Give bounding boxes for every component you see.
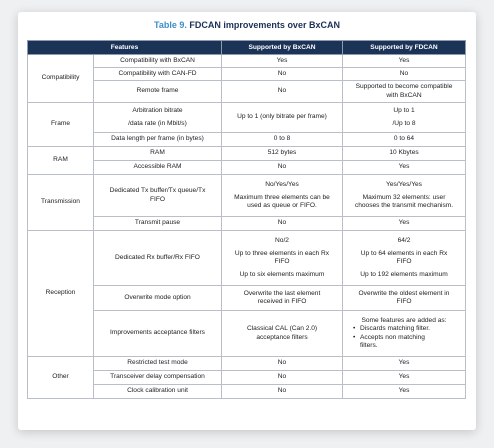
bullet-item: • Discards matching filter.	[354, 325, 462, 333]
bxcan-line: Maximum three elements can be	[234, 193, 330, 201]
bullet-item	[354, 334, 462, 350]
feature-cell: Clock calibration unit	[94, 385, 222, 399]
bxcan-cell: No	[222, 385, 343, 399]
fdcan-line: Up to 64 elements in each Rx	[360, 249, 448, 257]
feature-cell: Transmit pause	[94, 217, 222, 231]
fdcan-cell: Yes	[343, 385, 466, 399]
fdcan-line: Yes/Yes/Yes	[386, 180, 422, 188]
header-features: Features	[28, 41, 222, 55]
bxcan-line: Classical CAL (Can 2.0)	[246, 325, 318, 333]
bxcan-cell	[222, 231, 343, 286]
table-row	[28, 81, 466, 103]
fdcan-cell: 10 Kbytes	[343, 147, 466, 161]
bxcan-cell: No	[222, 357, 343, 371]
table-row	[28, 68, 466, 81]
table-row	[28, 103, 466, 133]
group-compatibility: Compatibility	[28, 55, 94, 103]
fdcan-cell	[343, 175, 466, 217]
bullet-line: filters.	[360, 341, 378, 349]
fdcan-cell: No	[343, 68, 466, 81]
fdcan-cell: Yes	[343, 371, 466, 385]
bxcan-cell: No	[222, 81, 343, 103]
table-row	[28, 311, 466, 357]
fdcan-intro: Some features are added as:	[361, 317, 447, 325]
bxcan-line: FIFO	[274, 258, 290, 265]
header-row	[28, 41, 466, 55]
feature-cell: Overwrite mode option	[94, 286, 222, 311]
bxcan-cell	[222, 286, 343, 311]
header-bxcan: Supported by BxCAN	[222, 41, 343, 55]
table-row	[28, 371, 466, 385]
header-fdcan: Supported by FDCAN	[343, 41, 466, 55]
table-number: Table 9.	[154, 20, 187, 30]
table-card	[18, 12, 476, 430]
group-reception: Reception	[28, 231, 94, 357]
fdcan-line: 64/2	[397, 236, 411, 244]
feature-cell: RAM	[94, 147, 222, 161]
bxcan-cell: No	[222, 68, 343, 81]
table-caption	[18, 20, 476, 30]
table-row	[28, 286, 466, 311]
bxcan-cell: No	[222, 217, 343, 231]
bullet-line: Accepts non matching	[360, 333, 425, 341]
fdcan-line: /Up to 8	[392, 120, 416, 127]
bxcan-cell: Up to 1 (only bitrate per frame)	[222, 103, 343, 133]
feature-cell: Compatibility with BxCAN	[94, 55, 222, 68]
bxcan-cell: Yes	[222, 55, 343, 68]
table-row	[28, 55, 466, 68]
feature-cell: Data length per frame (in bytes)	[94, 133, 222, 147]
table-row	[28, 357, 466, 371]
table-row	[28, 385, 466, 399]
bxcan-line: Up to six elements maximum	[239, 271, 325, 279]
fdcan-line: Up to 192 elements maximum	[360, 271, 448, 279]
group-transmission: Transmission	[28, 175, 94, 231]
feature-line: FIFO	[149, 195, 166, 203]
table-row	[28, 147, 466, 161]
feature-line: Arbitration bitrate	[132, 106, 183, 114]
table-row	[28, 133, 466, 147]
comparison-table	[27, 40, 466, 399]
table-title: FDCAN improvements over BxCAN	[189, 20, 340, 30]
feature-cell: Compatibility with CAN-FD	[94, 68, 222, 81]
bxcan-line: No/Yes/Yes	[265, 180, 299, 188]
fdcan-cell	[343, 231, 466, 286]
feature-cell	[94, 103, 222, 133]
fdcan-line: FIFO	[396, 298, 412, 305]
feature-cell: Dedicated Rx buffer/Rx FIFO	[94, 231, 222, 286]
fdcan-cell: Yes	[343, 357, 466, 371]
bxcan-cell: No	[222, 161, 343, 175]
fdcan-cell	[343, 81, 466, 103]
fdcan-line: Supported to become compatible	[355, 83, 453, 91]
feature-cell: Improvements acceptance filters	[94, 311, 222, 357]
bxcan-cell	[222, 311, 343, 357]
fdcan-cell	[343, 103, 466, 133]
bxcan-line: used as queue or FIFO.	[247, 202, 317, 210]
fdcan-cell	[343, 311, 466, 357]
group-ram: RAM	[28, 147, 94, 175]
fdcan-line: Up to 1	[393, 106, 415, 114]
fdcan-cell: Yes	[343, 217, 466, 231]
table-row	[28, 175, 466, 217]
fdcan-cell: 0 to 64	[343, 133, 466, 147]
feature-cell: Restricted test mode	[94, 357, 222, 371]
bxcan-line: Up to three elements in each Rx	[234, 249, 330, 257]
bxcan-line: received in FIFO	[257, 298, 307, 305]
bxcan-cell: No	[222, 371, 343, 385]
fdcan-bullet-list	[346, 325, 462, 349]
group-frame: Frame	[28, 103, 94, 147]
bxcan-cell: 512 bytes	[222, 147, 343, 161]
bxcan-line: No/2	[275, 236, 289, 244]
feature-cell: Transceiver delay compensation	[94, 371, 222, 385]
bxcan-cell: 0 to 8	[222, 133, 343, 147]
fdcan-line: with BxCAN	[386, 91, 422, 99]
bxcan-cell	[222, 175, 343, 217]
feature-line: /data rate (in Mbit/s)	[128, 120, 187, 127]
feature-line: Dedicated Tx buffer/Tx queue/Tx	[109, 187, 206, 195]
group-other: Other	[28, 357, 94, 399]
fdcan-line: Overwrite the oldest element in	[358, 289, 450, 297]
bxcan-line: Overwrite the last element	[243, 289, 321, 297]
table-row	[28, 231, 466, 286]
table-row	[28, 217, 466, 231]
fdcan-cell: Yes	[343, 161, 466, 175]
feature-cell	[94, 175, 222, 217]
feature-cell: Accessible RAM	[94, 161, 222, 175]
fdcan-line: FIFO	[396, 258, 412, 265]
fdcan-cell: Yes	[343, 55, 466, 68]
feature-cell: Remote frame	[94, 81, 222, 103]
fdcan-line: Maximum 32 elements: user	[362, 193, 446, 201]
fdcan-line: chooses the transmit mechanism.	[354, 202, 454, 210]
table-row	[28, 161, 466, 175]
fdcan-cell	[343, 286, 466, 311]
bxcan-line: acceptance filters	[256, 333, 308, 341]
